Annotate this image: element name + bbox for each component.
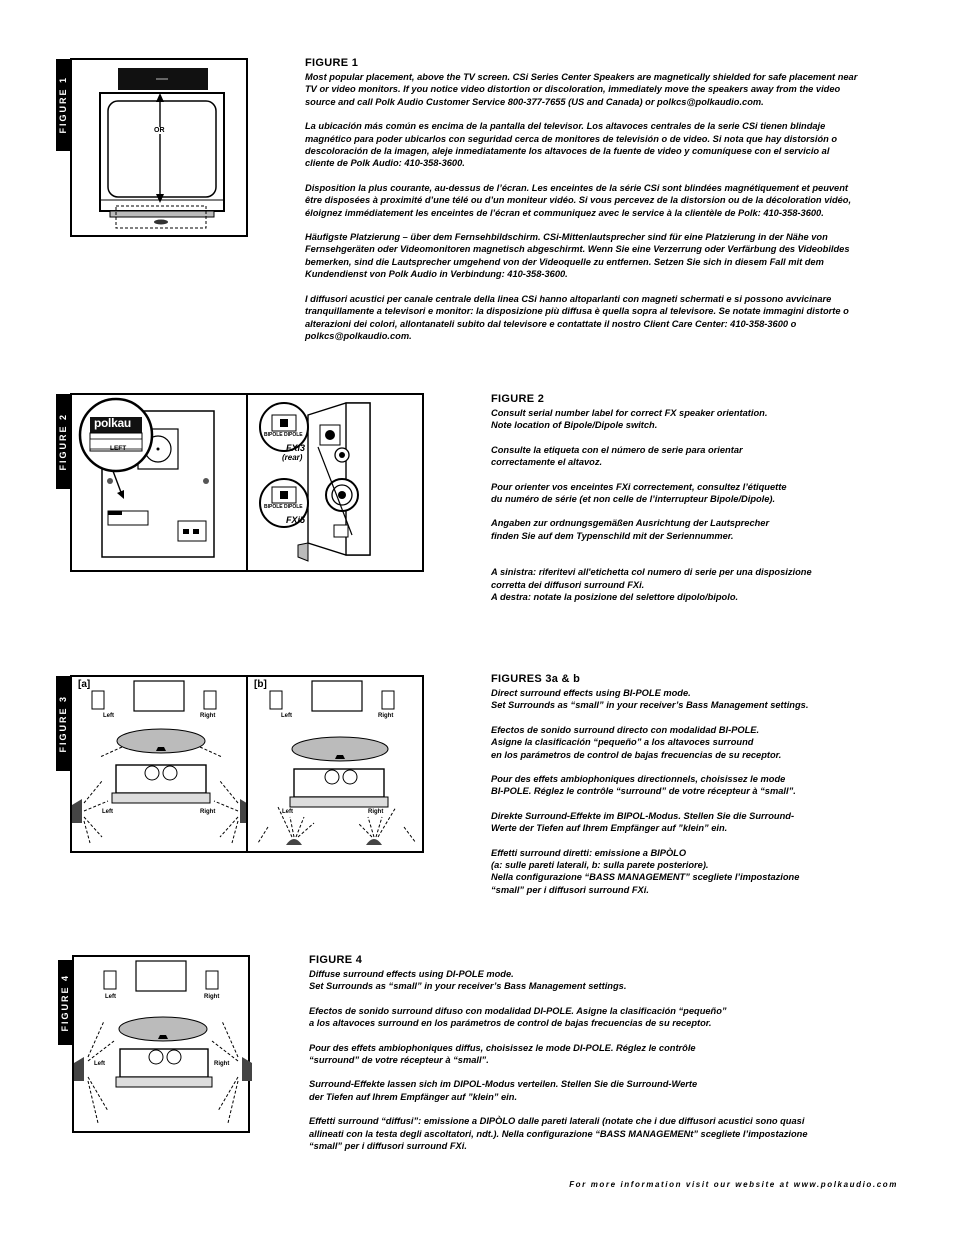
fxi3-rear-label: (rear): [282, 453, 303, 462]
tv-screen: [108, 101, 216, 197]
figure-3a-label: [a]: [78, 679, 91, 690]
figure-3-text-es: Efectos de sonido surround directo con modalidad BI-POLE. Asigne la clasificación “pequeño” a los altavoces surround en los parámetros de control de bajas frecuencias de su receptor.: [491, 724, 782, 760]
figure-2-right-illustration: [246, 393, 424, 572]
figure-4-text-en: Diffuse surround effects using DI-POLE mode. Set Surrounds as “small” in your receiver’s Bass Management settings.: [309, 969, 627, 992]
figure-4-illustration: [72, 955, 250, 1133]
figure-4-text-fr: Pour des effets ambiophoniques diffus, choisissez le mode DI-POLE. Réglez le contrôle “surround” de votre récepteur à “small”.: [309, 1042, 696, 1066]
fx-speaker-side-drawing: [248, 395, 426, 574]
figure-1-tab: [56, 59, 70, 151]
figure-1-text-fr: Disposition la plus courante, au-dessus de l’écran. Les enceintes de la série CSi sont blindées magnétiquement et peuvent être disposées à proximité d’une télé ou d’un moniteur vidéo. Si vous percevez de la distorsion ou de la décoloration vidéo, éloignez immédiatement les enceintes de l’écran et communiquez avec le service à la clientèle de Polk: 410-358-3600.: [305, 182, 852, 218]
figure-1-text-es: La ubicación más común es encima de la pantalla del televisor. Los altavoces centrales de la serie CSi tienen blindaje magnético para poder ubicarlos con seguridad cerca de monitores de televisión o de video. Si nota que hay distorsión o descoloración de la imagen, aleje inmediatamente los altavoces de la fuente de video y comuníquese con el servicio al cliente de Polk Audio: 410-358-3600.: [305, 121, 838, 169]
surround-left-label: Left: [282, 809, 293, 815]
front-left-label: Left: [281, 713, 292, 719]
fxi3-switch-text: BIPOLE DIPOLE: [264, 432, 303, 438]
front-left-label: Left: [103, 713, 114, 719]
figure-3-heading: FIGURES 3a & b: [491, 673, 581, 685]
figure-3-tab-label: FIGURE 3: [58, 694, 68, 753]
figure-1-illustration: [70, 58, 248, 237]
or-label: OR: [154, 127, 165, 134]
surround-right-label: Right: [368, 809, 384, 815]
figure-3b-label: [b]: [254, 679, 267, 690]
figure-1-text: [305, 57, 861, 354]
figure-2-text-fr: Pour orienter vos enceintes FXi correctement, consultez l’étiquette du numéro de série (et non celle de l’interrupteur Bipole/Dipole).: [491, 481, 787, 505]
figure-3-text-de: Direkte Surround-Effekte im BIPOL-Modus. Stellen Sie die Surround- Werte der Tiefen auf Ihrem Empfänger auf ”klein” ein.: [491, 810, 795, 834]
figure-4-tab-label: FIGURE 4: [60, 973, 70, 1032]
left-label: LEFT: [110, 445, 127, 452]
surround-left-label: Left: [94, 1061, 105, 1067]
figure-1-heading: FIGURE 1: [305, 57, 359, 69]
surround-left-label: Left: [102, 809, 113, 815]
figure-3-text-en: Direct surround effects using BI-POLE mode. Set Surrounds as “small” in your receiver’s Bass Management settings.: [491, 688, 809, 711]
figure-1-text-de: Häufigste Platzierung – über dem Fernsehbildschirm. CSi-Mittenlautsprecher sind für eine Platzierung in der Nähe von Fernsehgeräten oder Videomonitoren magnetisch abgeschirmt. Wenn Sie eine Verzerrung oder Verfärbung des Videobildes bemerken, sind die Lautsprecher umgehend von der Videoquelle zu entfernen. Setzen Sie sich in diesem Fall mit dem Kundendienst von Polk Audio in Verbindung: 410-358-3600.: [305, 232, 850, 280]
figure-2-left-illustration: [70, 393, 248, 572]
figure-3-tab: [56, 676, 70, 771]
figure-1-tab-label: FIGURE 1: [58, 76, 68, 134]
figure-3a-illustration: [70, 675, 248, 853]
figure-1-text-en: Most popular placement, above the TV screen. CSi Series Center Speakers are magnetically shielded for safe placement near TV or video monitors. If you notice video distortion or discoloration, immediately move the speakers away from the video source and call Polk Audio Customer Service 800-377-7655 (US and Canada) or polkcs@polkaudio.com.: [305, 72, 858, 107]
room-layout-3a: [72, 677, 250, 855]
figure-1-text-it: I diffusori acustici per canale centrale della linea CSi hanno altoparlanti con magneti schermati e si possono avvicinare tranquillamente a televisori e monitor: la disposizione più diffusa è quella sopra al televisore. Se notate immagini distorte o alterazioni dei colori, allontanateli subito dal televisore e contattate il nostro Client Care Center: 410-358-3600 o polkcs@polkaudio.com.: [305, 293, 849, 341]
room-layout-4: [74, 957, 252, 1135]
figure-3-text-fr: Pour des effets ambiophoniques directionnels, choisissez le mode BI-POLE. Réglez le contrôle “surround” de votre récepteur à “small”.: [491, 774, 796, 797]
figure-4-text-es: Efectos de sonido surround difuso con modalidad DI-POLE. Asigne la clasificación “pequeño” a los altavoces surround en los parámetros de control de bajas frecuencias de su receptor.: [309, 1005, 727, 1029]
figure-3-text-it: Effetti surround diretti: emissione a BIPÒLO (a: sulle pareti laterali, b: sulla parete posteriore). Nella configurazione “BASS MANAGEMENT” scegliete l’impostazione “small” per i diffusori surround FXi.: [491, 847, 800, 895]
website-footer: For more information visit our website at www.polkaudio.com: [569, 1180, 898, 1189]
figure-2-heading: FIGURE 2: [491, 393, 545, 405]
figure-4-heading: FIGURE 4: [309, 954, 363, 966]
fxi5-label: FXi5: [286, 515, 306, 525]
figure-2-tab-label: FIGURE 2: [58, 412, 68, 471]
figure-3b-illustration: [246, 675, 424, 853]
front-left-label: Left: [105, 994, 116, 1000]
figure-2-tab: [56, 394, 70, 489]
figure-4-tab: [58, 960, 72, 1045]
figure-2-text: [491, 393, 911, 615]
front-right-label: Right: [378, 713, 394, 719]
figure-4-text-it: Effetti surround “diffusi”: emissione a DIPÒLO dalle pareti laterali (notate che i due diffusori acustici sono quasi allineati con la testa degli ascoltatori, ndt.). Nella configurazione “BASS MANAGEMENt” scegliete l’impostazione “small” per i diffusori surround FXi.: [309, 1116, 808, 1152]
tv-center-speaker-drawing: [72, 60, 250, 239]
fxi3-label: FXi3: [286, 443, 306, 453]
figure-4-text-de: Surround-Effekte lassen sich im DIPOL-Modus verteilen. Stellen Sie die Surround-Werte der Tiefen auf Ihrem Empfänger auf ”klein” ein.: [309, 1079, 698, 1102]
front-right-label: Right: [204, 994, 220, 1000]
figure-4-text: [309, 954, 869, 1164]
bipole-dipole-switch: [178, 521, 206, 541]
front-right-label: Right: [200, 713, 216, 719]
figure-3-text: [491, 673, 911, 908]
surround-right-label: Right: [214, 1061, 230, 1067]
fxi5-switch-text: BIPOLE DIPOLE: [264, 504, 303, 510]
figure-2-text-de: Angaben zur ordnungsgemäßen Ausrichtung der Lautsprecher finden Sie auf dem Typenschild mit der Seriennummer.: [491, 518, 770, 541]
figure-2-text-en: Consult serial number label for correct FX speaker orientation. Note location of Bipole/Dipole switch.: [491, 408, 768, 431]
figure-2-text-it: A sinistra: riferitevi all'etichetta col numero di serie per una disposizione corretta dei diffusori surround FXi. A destra: notate la posizione del selettore dipolo/bipolo.: [491, 567, 812, 603]
room-layout-3b: [248, 677, 426, 855]
polk-brand-logo: polkau: [94, 416, 131, 430]
figure-2-text-es: Consulte la etiqueta con el número de serie para orientar correctamente el altavoz.: [491, 444, 743, 468]
surround-right-label: Right: [200, 809, 216, 815]
